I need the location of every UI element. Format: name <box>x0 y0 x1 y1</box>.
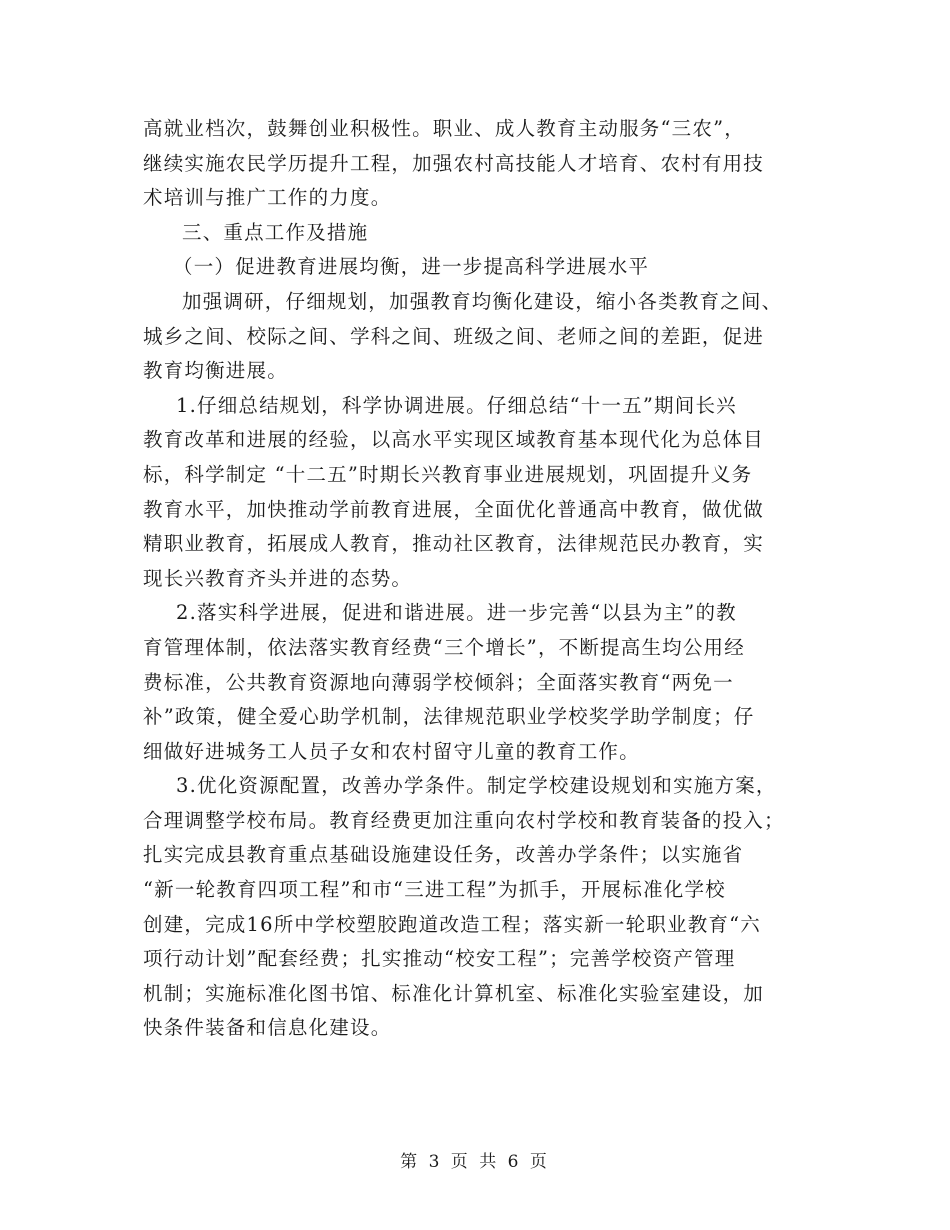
text-line: 加强调研，仔细规划，加强教育均衡化建设，缩小各类教育之间、 <box>182 289 783 313</box>
text-line: 3.优化资源配置，改善办学条件。制定学校建设规划和实施方案， <box>176 774 777 798</box>
text-line: 城乡之间、校际之间、学科之间、班级之间、老师之间的差距，促进 <box>143 324 765 348</box>
text-line: 机制；实施标准化图书馆、标准化计算机室、标准化实验室建设，加 <box>143 981 765 1005</box>
text-line: 教育水平，加快推动学前教育进展，全面优化普通高中教育，做优做 <box>143 497 765 521</box>
text-line: 教育改革和进展的经验，以高水平实现区域教育基本现代化为总体目 <box>143 428 765 452</box>
text-line: 精职业教育，拓展成人教育，推动社区教育，法律规范民办教育，实 <box>143 532 765 556</box>
text-line: 项行动计划”配套经费；扎实推动“校安工程”；完善学校资产管理 <box>143 947 736 971</box>
text-line: 快条件装备和信息化建设。 <box>143 1016 392 1040</box>
text-line: 高就业档次，鼓舞创业积极性。职业、成人教育主动服务“三农”， <box>143 117 745 140</box>
text-line: 细做好进城务工人员子女和农村留守儿童的教育工作。 <box>143 739 640 763</box>
text-line: 创建，完成16所中学校塑胶跑道改造工程；落实新一轮职业教育“六 <box>143 912 761 936</box>
body-text <box>143 112 808 1046</box>
text-line: “新一轮教育四项工程”和市“三进工程”为抓手，开展标准化学校 <box>143 878 726 902</box>
section-heading: 三、重点工作及措施 <box>182 220 369 244</box>
text-line: 现长兴教育齐头并进的态势。 <box>143 566 413 590</box>
text-line: 补”政策，健全爱心助学机制，法律规范职业学校奖学助学制度；仔 <box>143 705 755 729</box>
text-line: 1.仔细总结规划，科学协调进展。仔细总结“十一五”期间长兴 <box>176 393 737 417</box>
text-line: 术培训与推广工作的力度。 <box>143 186 392 210</box>
text-line: 2.落实科学进展，促进和谐进展。进一步完善“以县为主”的教 <box>176 601 737 625</box>
subsection-heading: （一）促进教育进展均衡，进一步提高科学进展水平 <box>173 255 650 279</box>
text-line: 教育均衡进展。 <box>143 359 288 383</box>
page-number-footer: 第 3 页 共 6 页 <box>400 1152 550 1172</box>
text-line: 合理调整学校布局。教育经费更加注重向农村学校和教育装备的投入； <box>143 808 785 832</box>
text-line: 继续实施农民学历提升工程，加强农村高技能人才培育、农村有用技 <box>143 151 765 175</box>
text-line: 育管理体制，依法落实教育经费“三个增长”，不断提高生均公用经 <box>143 635 745 659</box>
text-line: 扎实完成县教育重点基础设施建设任务，改善办学条件；以实施省 <box>143 843 744 867</box>
text-line: 费标准，公共教育资源地向薄弱学校倾斜；全面落实教育“两免一 <box>143 670 734 694</box>
text-line: 标，科学制定 “十二五”时期长兴教育事业进展规划，巩固提升义务 <box>143 462 753 486</box>
